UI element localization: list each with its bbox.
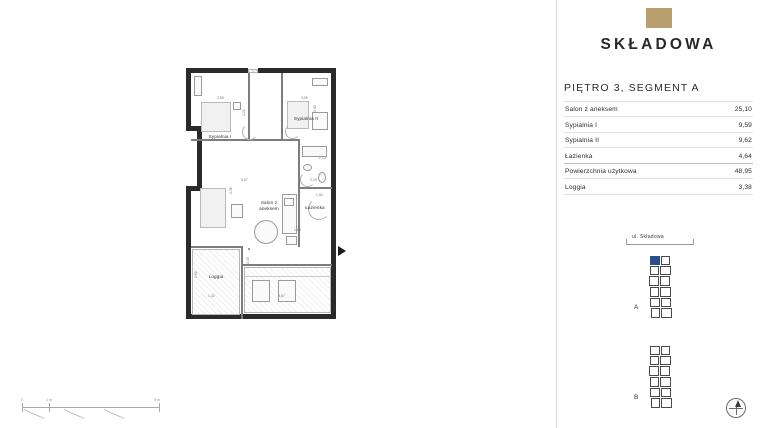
wall-exterior-top-left	[186, 68, 248, 73]
dimension-2: 3,22	[242, 109, 246, 116]
site-unit	[661, 256, 670, 265]
scale-tick-2	[159, 403, 160, 412]
table-cell-label: Powierzchnia użytkowa	[565, 168, 637, 176]
site-unit	[661, 388, 671, 397]
entrance-marker-icon	[338, 246, 346, 256]
table-cell-label: Łazienka	[565, 152, 593, 160]
wall-exterior-left-upper	[186, 68, 191, 126]
info-panel	[557, 0, 760, 428]
hall-closet	[286, 236, 297, 245]
table-cell-label: Sypialnia I	[565, 121, 598, 129]
dimension-3: 3,09	[301, 96, 308, 100]
room-label-lazienka: Łazienka	[305, 205, 325, 210]
compass-north-arrow	[735, 400, 741, 407]
toilet	[318, 172, 326, 183]
street-tick-right	[693, 239, 694, 245]
scale-bar	[22, 398, 162, 420]
table-row	[564, 116, 753, 131]
site-unit	[660, 266, 671, 275]
table-cell-label: Sypialnia II	[565, 137, 600, 145]
wall-interior-hall-right	[298, 189, 300, 247]
site-unit	[650, 298, 660, 307]
room-label-salon-line1: Salon z	[260, 200, 278, 205]
table-cell-value: 25,10	[734, 106, 752, 114]
wall-interior-corridor-top	[250, 139, 300, 141]
site-segment-b-letter: B	[634, 394, 639, 401]
door-arc-sypialnia1	[242, 124, 258, 140]
site-unit	[651, 308, 660, 318]
table-cell-value: 9,62	[738, 137, 752, 145]
wall-exterior-top-right	[258, 68, 336, 73]
scale-bar-line	[22, 407, 160, 408]
room-label-salon-line2: aneksem	[259, 206, 279, 211]
terrace-rail	[244, 276, 331, 277]
bed-sypialnia1	[201, 102, 231, 132]
site-unit	[649, 276, 659, 286]
page-title: PIĘTRO 3, SEGMENT A	[564, 82, 700, 94]
site-unit	[651, 398, 660, 408]
dimension-6: 2,36	[229, 187, 233, 194]
wall-interior-sypialnia2-left	[281, 73, 283, 139]
dimension-8: 1,52	[316, 193, 323, 197]
scale-label-1: 1 m	[46, 398, 52, 402]
scale-tick-0	[22, 403, 23, 412]
scale-label-2: 5 m	[154, 398, 160, 402]
site-unit	[650, 266, 659, 275]
dimension-10: 1,42	[208, 294, 215, 298]
site-unit	[661, 308, 672, 318]
table-row	[564, 178, 753, 194]
site-unit	[660, 276, 670, 286]
table-cell-value: 3,38	[738, 183, 752, 191]
brand-swatch-icon	[646, 8, 672, 28]
compass-icon	[724, 396, 748, 420]
brand-name: SKŁADOWA	[600, 36, 717, 53]
table-row-total	[564, 163, 753, 178]
wardrobe-sypialnia2	[312, 78, 328, 86]
site-unit	[660, 366, 670, 376]
wardrobe-sypialnia1	[194, 76, 202, 96]
street-tick-left	[626, 239, 627, 245]
room-label-loggia: Loggia	[208, 274, 224, 279]
site-unit	[650, 287, 659, 297]
terrace-panel-2	[278, 280, 296, 302]
site-segment-b	[634, 346, 682, 418]
dimension-9: 2,13	[319, 156, 326, 160]
floor-plan	[186, 68, 346, 330]
coffee-table-salon	[231, 204, 243, 218]
site-unit	[660, 356, 671, 365]
wall-interior-loggia-top	[191, 246, 243, 248]
site-unit	[650, 377, 659, 387]
door-arc-sypialnia2	[285, 124, 300, 139]
window-top	[248, 69, 258, 73]
table-cell-value: 9,59	[738, 121, 752, 129]
site-unit	[661, 346, 670, 355]
wall-interior-salon-bottom	[243, 264, 332, 266]
scale-tick-1	[49, 403, 50, 412]
tv-unit-salon	[248, 248, 250, 250]
site-unit	[650, 388, 660, 397]
loggia-floor	[192, 249, 240, 315]
table-cell-label: Salon z aneksem	[565, 106, 618, 114]
table-row	[564, 132, 753, 147]
site-unit	[661, 398, 672, 408]
site-unit	[660, 287, 671, 297]
brand-logo	[557, 8, 760, 54]
wall-exterior-right-lower	[331, 148, 336, 319]
dimension-7: 2,15	[310, 178, 317, 182]
site-segment-a	[634, 256, 682, 328]
table-cell-label: Loggia	[565, 183, 586, 191]
dimension-13: 1,88	[294, 228, 301, 232]
room-label-sypialnia-1: Sypialnia I	[208, 134, 232, 139]
sofa-salon	[200, 188, 226, 228]
dining-table	[254, 220, 278, 244]
sink	[303, 164, 312, 171]
scale-hatch-2	[64, 409, 85, 419]
site-segment-a-letter: A	[634, 304, 639, 311]
street-line	[626, 244, 694, 245]
dimension-12: 2,68	[194, 271, 198, 278]
table-cell-value: 4,64	[738, 152, 752, 160]
scale-hatch-3	[104, 409, 125, 419]
table-cell-value: 48,95	[734, 168, 752, 176]
dimension-1: 2,85	[217, 96, 224, 100]
scale-label-0: 0	[21, 398, 23, 402]
dimension-4: 2,93	[313, 105, 317, 112]
area-table	[564, 101, 753, 195]
wall-interior-loggia-right	[241, 246, 243, 319]
room-label-sypialnia-2: Sypialnia II	[293, 116, 319, 121]
wall-interior-bath-bottom	[298, 187, 332, 189]
street-label: ul. Składowa	[632, 234, 664, 240]
terrace-panel-1	[252, 280, 270, 302]
site-unit	[650, 346, 660, 355]
site-plan	[564, 228, 753, 424]
dimension-14: 2,40	[246, 257, 250, 264]
site-unit	[650, 356, 659, 365]
dimension-5: 3,07	[241, 178, 248, 182]
wall-exterior-right-upper	[331, 68, 336, 148]
nightstand-sypialnia1	[233, 102, 241, 110]
site-unit-highlighted	[650, 256, 660, 265]
table-row	[564, 147, 753, 162]
wall-exterior-left-bottom	[186, 186, 191, 318]
site-unit	[660, 377, 671, 387]
scale-hatch-1	[24, 409, 45, 419]
compass-bar-vertical	[736, 407, 737, 415]
dimension-11: 3,67	[278, 294, 285, 298]
site-unit	[649, 366, 659, 376]
site-unit	[661, 298, 671, 307]
table-row	[564, 101, 753, 116]
